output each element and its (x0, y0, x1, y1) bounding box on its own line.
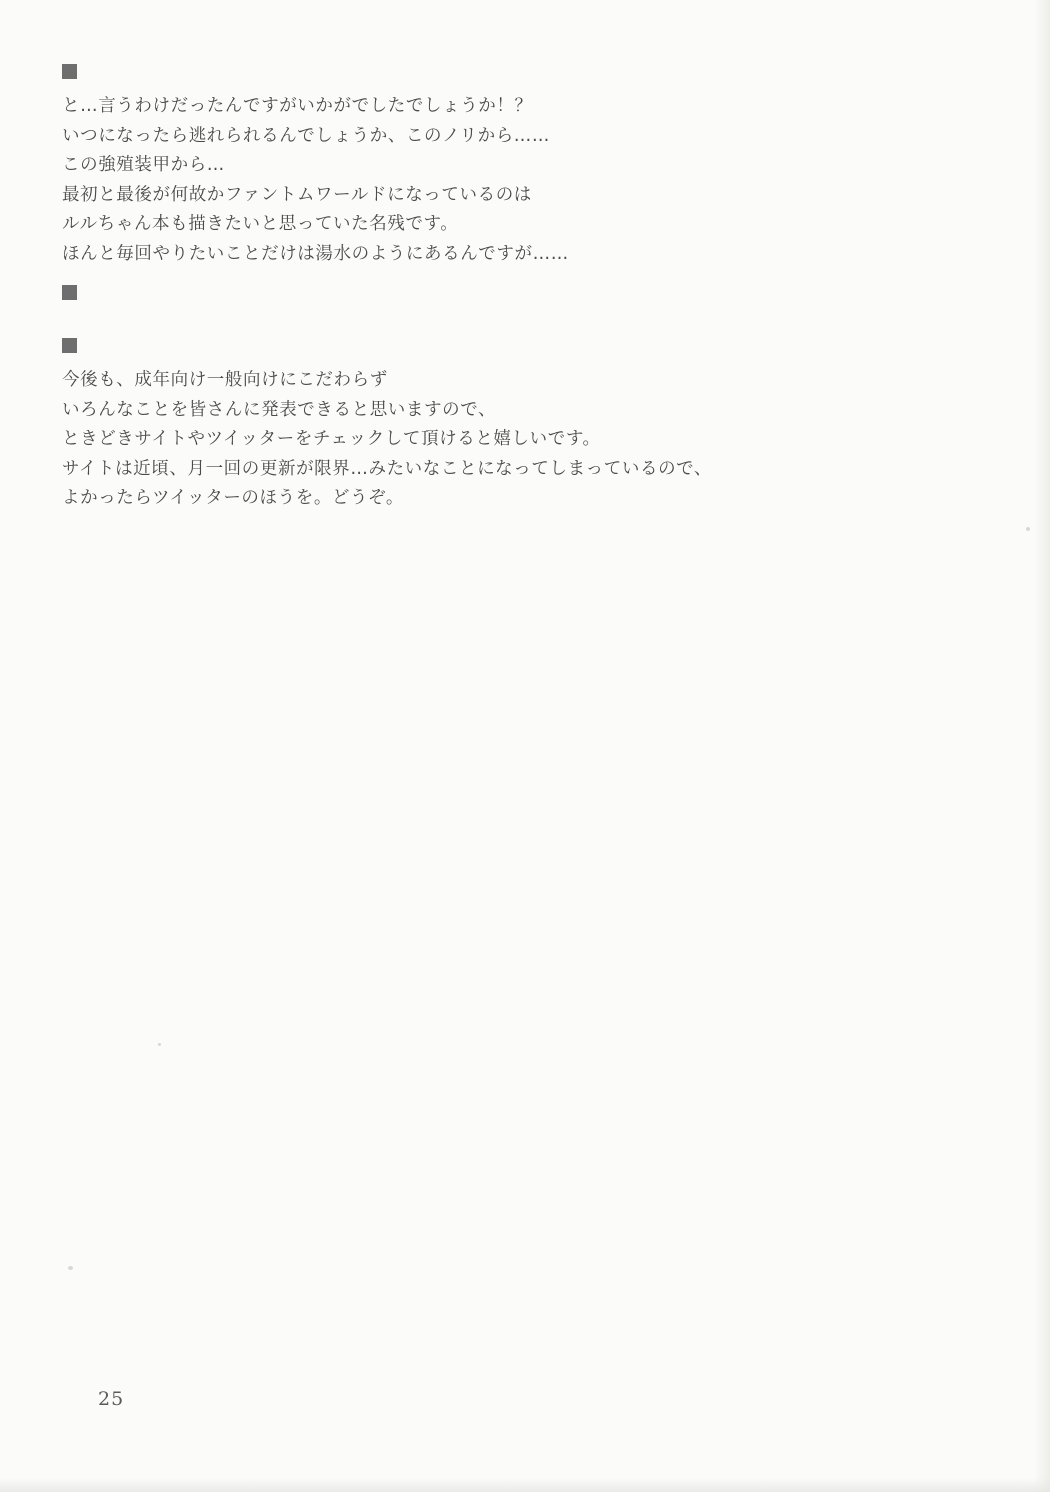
square-bullet-icon (62, 64, 77, 79)
scan-speck (1026, 527, 1030, 531)
page-edge-shadow-bottom (0, 1478, 1050, 1492)
text-block-3-lines (62, 366, 962, 514)
text-line: サイトは近頃、月一回の更新が限界…みたいなことになってしまっているので、 (62, 458, 713, 479)
text-line: ときどきサイトやツイッターをチェックして頂けると嬉しいです。 (62, 429, 601, 449)
text-block-1 (62, 64, 962, 269)
text-line: ほんと毎回やりたいことだけは湯水のようにあるんですが…… (62, 243, 569, 264)
text-line: この強殖装甲から… (62, 155, 225, 175)
scan-speck (68, 1266, 73, 1270)
square-bullet-icon (62, 338, 77, 353)
page-edge-shadow-right (1034, 0, 1050, 1492)
afterword-text-area (62, 64, 962, 514)
text-line: 今後も、成年向け一般向けにこだわらず (62, 370, 388, 390)
page-number: 25 (98, 1388, 125, 1410)
text-block-3 (62, 338, 962, 514)
scan-speck (158, 1043, 161, 1046)
text-line: と…言うわけだったんですがいかがでしたでしょうか！？ (62, 96, 533, 116)
text-block-2 (62, 285, 962, 300)
text-line: 最初と最後が何故かファントムワールドになっているのは (62, 184, 532, 205)
spacer (62, 300, 962, 338)
text-line: いろんなことを皆さんに発表できると思いますので、 (62, 399, 497, 420)
text-line: ルルちゃん本も描きたいと思っていた名残です。 (62, 214, 459, 234)
text-line: いつになったら逃れられるんでしょうか、このノリから…… (62, 125, 550, 146)
text-line: よかったらツイッターのほうを。どうぞ。 (62, 488, 404, 508)
square-bullet-icon (62, 285, 77, 300)
spacer (62, 269, 962, 285)
text-block-1-lines (62, 92, 962, 269)
